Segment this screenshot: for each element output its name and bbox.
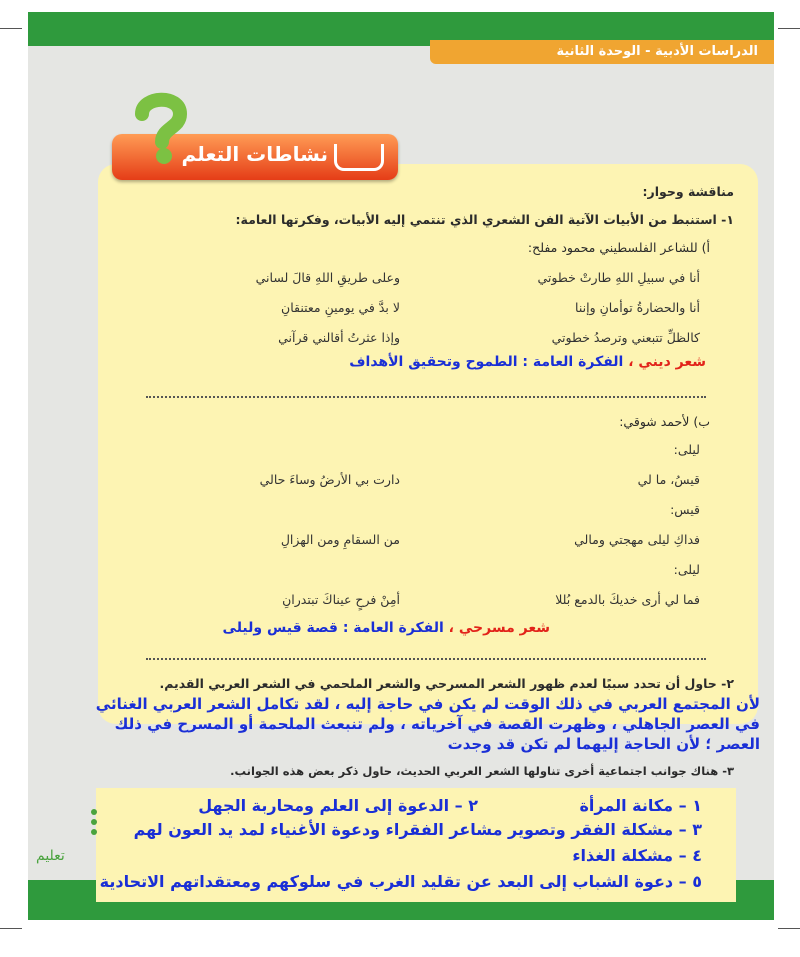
speaker-label: ليلى: bbox=[673, 442, 700, 457]
verse-right: فما لي أرى خديكَ بالدمع بُللا bbox=[555, 592, 700, 607]
header-strip: الدراسات الأدبية - الوحدة الثانية bbox=[430, 40, 774, 64]
verse-right: أنا في سبيلِ اللهِ طارتْ خطوتي bbox=[537, 270, 700, 285]
verse-left: من السقامِ ومن الهزالِ bbox=[280, 532, 400, 547]
list-item: ٤ – مشكلة الغذاء bbox=[572, 846, 702, 865]
list-item: ٥ – دعوة الشباب إلى البعد عن تقليد الغرب في سلوكهم ومعتقداتهم الاتحادية bbox=[99, 872, 702, 891]
list-item: ٢ – الدعوة إلى العلم ومحاربة الجهل bbox=[198, 796, 478, 815]
list-item: ١ – مكانة المرأة bbox=[579, 796, 702, 815]
part-b-label: ب) لأحمد شوقي: bbox=[619, 414, 710, 429]
crop-mark bbox=[778, 928, 800, 929]
answer-line bbox=[146, 656, 706, 660]
answer-a-idea: الفكرة العامة : الطموح وتحقيق الأهداف bbox=[349, 354, 624, 370]
verse-left: أمِنْ فرحٍ عيناكَ تبتدرانِ bbox=[282, 592, 400, 607]
crop-mark bbox=[0, 928, 22, 929]
list-item: ٣ – مشكلة الفقر وتصوير مشاعر الفقراء ودعوة الأغنياء لمد يد العون لهم bbox=[133, 820, 702, 839]
verse-left: دارت بي الأرضُ وساءَ حالي bbox=[259, 472, 400, 487]
question-3: ٣- هناك جوانب اجتماعية أخرى تناولها الشعر العربي الحديث، حاول ذكر بعض هذه الجوانب. bbox=[230, 764, 734, 778]
crop-mark bbox=[778, 28, 800, 29]
verse-left: لا بدَّ في يومينِ معتنقانِ bbox=[281, 300, 400, 315]
answer-3-box bbox=[96, 788, 736, 902]
banner-title: نشاطات التعلم bbox=[181, 142, 328, 166]
banner-decoration bbox=[334, 144, 384, 171]
section-heading: مناقشة وحوار: bbox=[642, 184, 734, 199]
part-a-label: أ) للشاعر الفلسطيني محمود مفلح: bbox=[527, 240, 710, 255]
speaker-label: ليلى: bbox=[673, 562, 700, 577]
answer-a bbox=[349, 354, 706, 370]
verse-left: وعلى طريقِ اللهِ قالَ لساني bbox=[255, 270, 400, 285]
speaker-label: قيس: bbox=[670, 502, 700, 517]
verse-right: أنا والحضارةُ توأمانِ وإننا bbox=[575, 300, 700, 315]
verse-right: كالظلِّ تتبعني وترصدُ خطوتي bbox=[551, 330, 700, 345]
question-mark-icon bbox=[120, 88, 200, 168]
question-2: ٢- حاول أن تحدد سببًا لعدم ظهور الشعر المسرحي والشعر الملحمي في الشعر العربي القديم. bbox=[159, 676, 734, 691]
verse-right: فداكِ ليلى مهجتي ومالي bbox=[574, 532, 700, 547]
verse-left: وإذا عثرتُ أقالني قرآني bbox=[278, 330, 400, 345]
ministry-logo: تعليم bbox=[36, 848, 65, 864]
question-1: ١- استنبط من الأبيات الآتية الفن الشعري الذي تنتمي إليه الأبيات، وفكرتها العامة: bbox=[235, 212, 734, 227]
answer-b-idea: الفكرة العامة : قصة قيس وليلى bbox=[222, 620, 444, 636]
answer-b bbox=[223, 620, 550, 636]
answer-2: لأن المجتمع العربي في ذلك الوقت لم يكن في حاجة إليه ، لقد تكامل الشعر العربي الغنائي في العصر الجاهلي ، وظهرت القصة في آخرياته ، ولم تنبعث الملحمة أو المسرح في ذلك العصر ؛ لأن الحاجة إليهما لم تكن قد وجدت bbox=[95, 695, 760, 753]
answer-a-genre: شعر ديني ، bbox=[628, 354, 706, 370]
crop-mark bbox=[0, 28, 22, 29]
answer-line bbox=[146, 394, 706, 398]
decorative-dots-icon bbox=[88, 808, 100, 838]
answer-b-genre: شعر مسرحي ، bbox=[448, 620, 550, 636]
verse-right: قيسُ، ما لي bbox=[637, 472, 700, 487]
